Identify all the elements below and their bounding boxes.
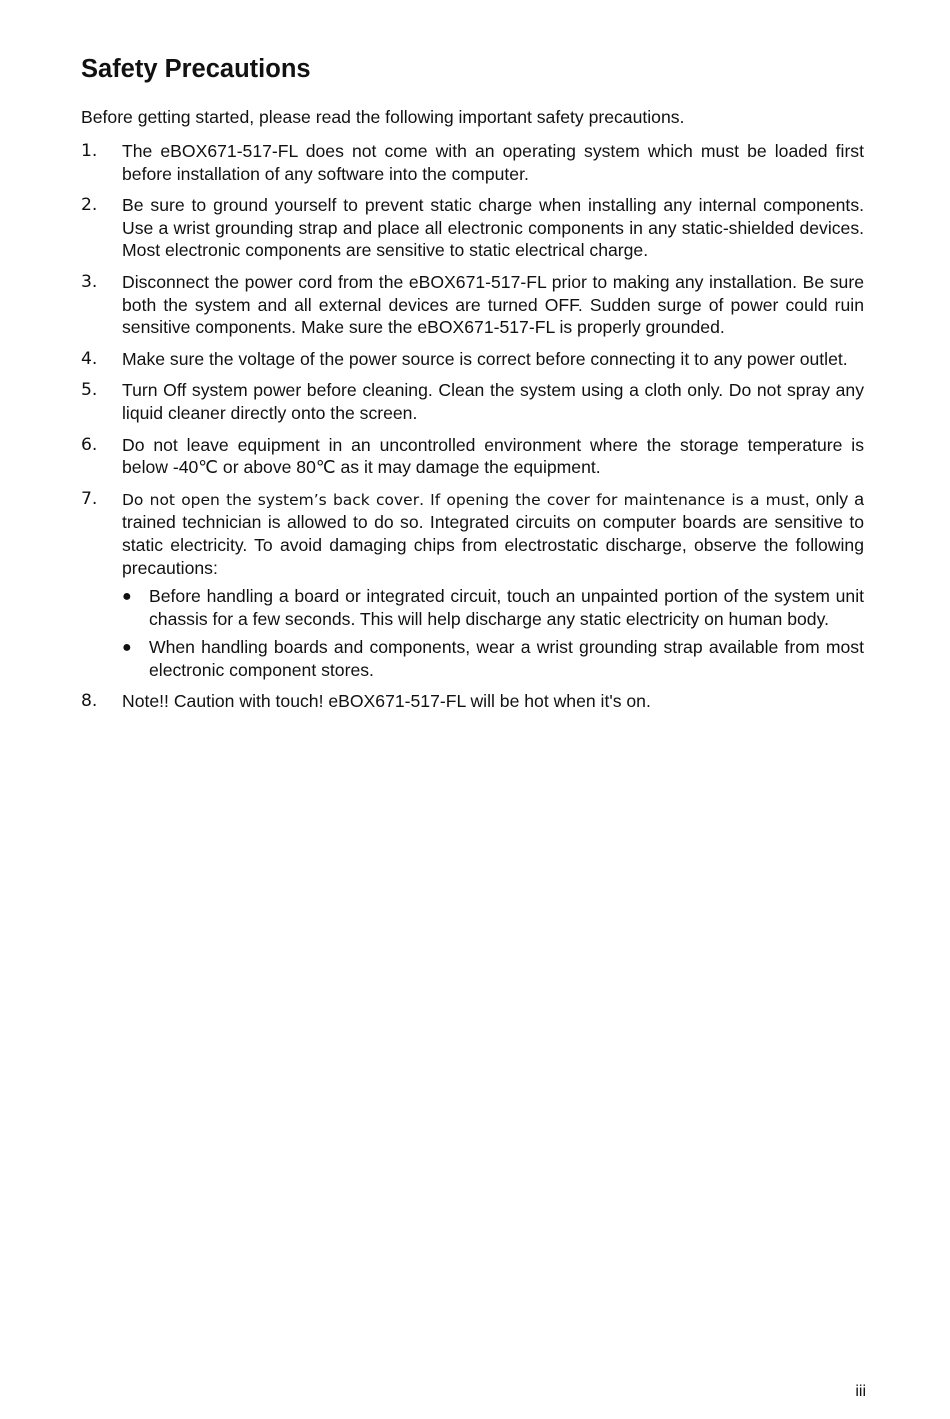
item-text-warning-part-2: If opening the cover for maintenance is a must: [430, 490, 805, 509]
item-text: Turn Off system power before cleaning. Clean the system using a cloth only. Do not spray any liquid cleaner directly onto the screen.: [122, 380, 864, 423]
item-text-separator: .: [419, 488, 431, 509]
item-text: [122, 488, 864, 579]
item-text: Disconnect the power cord from the eBOX671-517-FL prior to making any installation. Be sure both the system and all external devices are turned OFF. Sudden surge of power could ruin sensitive components. Make sure the eBOX671-517-FL is properly grounded.: [122, 271, 864, 338]
item-text: Note!! Caution with touch! eBOX671-517-FL will be hot when it's on.: [122, 691, 651, 712]
page-number: iii: [855, 1383, 866, 1400]
item-number: 6.: [81, 434, 98, 455]
bullet-icon: ●: [122, 588, 132, 606]
bullet-item: [122, 585, 864, 630]
item-text: The eBOX671-517-FL does not come with an operating system which must be loaded first before installation of any software into the computer.: [122, 141, 864, 184]
intro-paragraph: Before getting started, please read the following important safety precautions.: [81, 107, 685, 127]
page-title: Safety Precautions: [81, 55, 311, 83]
item-text: Be sure to ground yourself to prevent static charge when installing any internal components. Use a wrist grounding strap and place all electronic components in any static-shielded devices. Most electronic components are sensitive to static electrical charge.: [122, 195, 864, 261]
item-number: 5.: [81, 380, 98, 401]
item-text: Do not leave equipment in an uncontrolled environment where the storage temperature is below -40℃ or above 80℃ as it may damage the equipment.: [122, 434, 864, 478]
list-item: [81, 379, 864, 424]
list-item: [81, 194, 864, 262]
document-page: [81, 52, 864, 722]
item-number: 3.: [81, 271, 98, 292]
item-text-rest: , only a trained technician is allowed to do so. Integrated circuits on computer boards are sensitive to static electricity. To avoid damaging chips from electrostatic discharge, observe the following precautions:: [122, 488, 864, 578]
precautions-list: [81, 140, 864, 713]
item-number: 4.: [81, 348, 98, 369]
bullet-item: [122, 636, 864, 681]
item-number: 1.: [81, 141, 98, 161]
item-number: 7.: [81, 488, 98, 509]
list-item: [81, 690, 864, 713]
list-item: [81, 348, 864, 371]
bullet-text: Before handling a board or integrated circuit, touch an unpainted portion of the system unit chassis for a few seconds. This will help discharge any static electricity on human body.: [149, 586, 864, 629]
bullet-icon: ●: [122, 639, 132, 657]
list-item: [81, 434, 864, 479]
item-number: 8.: [81, 691, 98, 712]
sub-bullet-list: [122, 585, 864, 681]
bullet-text: When handling boards and components, wear a wrist grounding strap available from most electronic component stores.: [149, 637, 864, 680]
item-text-warning-part-1: Do not open the system’s back cover: [122, 490, 420, 509]
item-number: 2.: [81, 195, 98, 216]
item-text: Make sure the voltage of the power source is correct before connecting it to any power outlet.: [122, 348, 848, 369]
list-item: [81, 488, 864, 682]
list-item: [81, 271, 864, 339]
list-item: [81, 140, 864, 185]
